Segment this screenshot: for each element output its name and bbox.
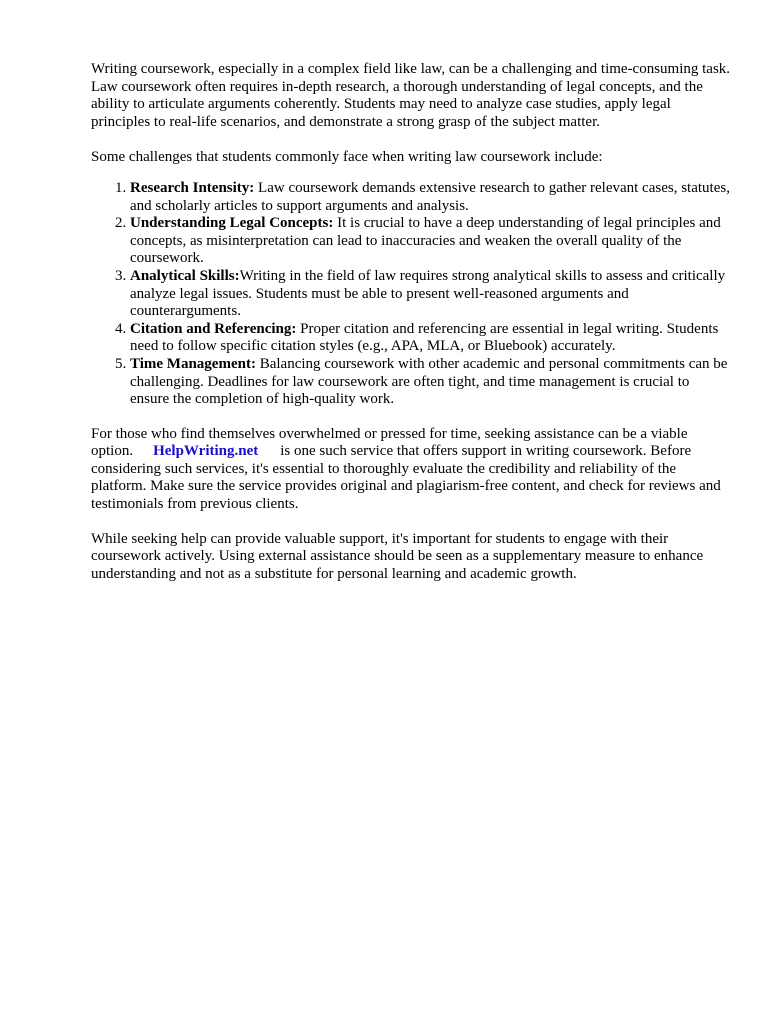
assistance-text-before: For those who find themselves overwhelmed or pressed for time, seeking assistance can be a viable option. [91,425,688,460]
assistance-text-after: is one such service that offers support in writing coursework. Before considering such services, it's essential to thoroughly evaluate the credibility and reliability of the platform. Make sure the service provides original and plagiarism-free content, and check for reviews and testimonials from previous clients. [91,443,721,513]
list-item [130,356,731,409]
challenges-list [91,180,731,409]
list-item-text: Writing in the field of law requires strong analytical skills to assess and critically analyze legal issues. Students must be able to present well-reasoned arguments and counterarguments. [130,267,726,320]
list-item-text: Law coursework demands extensive research to gather relevant cases, statutes, and scholarly articles to support arguments and analysis. [130,179,730,214]
list-item-text: It is crucial to have a deep understanding of legal principles and concepts, as misinterpretation can lead to inaccuracies and weaken the overall quality of the coursework. [130,215,721,267]
helpwriting-link[interactable]: HelpWriting.net [153,443,259,460]
list-item [130,268,731,321]
document-body [91,61,731,583]
intro-paragraph: Writing coursework, especially in a complex field like law, can be a challenging and time-consuming task. Law coursework often requires in-depth research, a thorough understanding of legal concepts, and the ability to articulate arguments coherently. Students may need to analyze case studies, apply legal principles to real-life scenarios, and demonstrate a strong grasp of the subject matter. [91,61,731,130]
list-item [130,180,731,215]
closing-paragraph: While seeking help can provide valuable support, it's important for students to engage with their coursework actively. Using external assistance should be seen as a supplementary measure to enhance understanding and not as a substitute for personal learning and academic growth. [91,530,704,582]
list-item-title: Analytical Skills: [130,267,240,284]
challenges-lead-paragraph: Some challenges that students commonly face when writing law coursework include: [91,149,603,166]
assistance-paragraph [91,426,731,514]
list-item-title: Time Management: [130,355,256,372]
list-item [130,215,731,268]
list-item [130,321,731,356]
list-item-text: Proper citation and referencing are essential in legal writing. Students need to follow specific citation styles (e.g., APA, MLA, or Bluebook) accurately. [130,320,719,355]
list-item-title: Understanding Legal Concepts: [130,215,334,232]
list-item-title: Research Intensity: [130,179,255,196]
list-item-title: Citation and Referencing: [130,320,297,337]
list-item-text: Balancing coursework with other academic and personal commitments can be challenging. Deadlines for law coursework are often tight, and time management is crucial to ensure the completion of high-quality work. [130,355,728,408]
